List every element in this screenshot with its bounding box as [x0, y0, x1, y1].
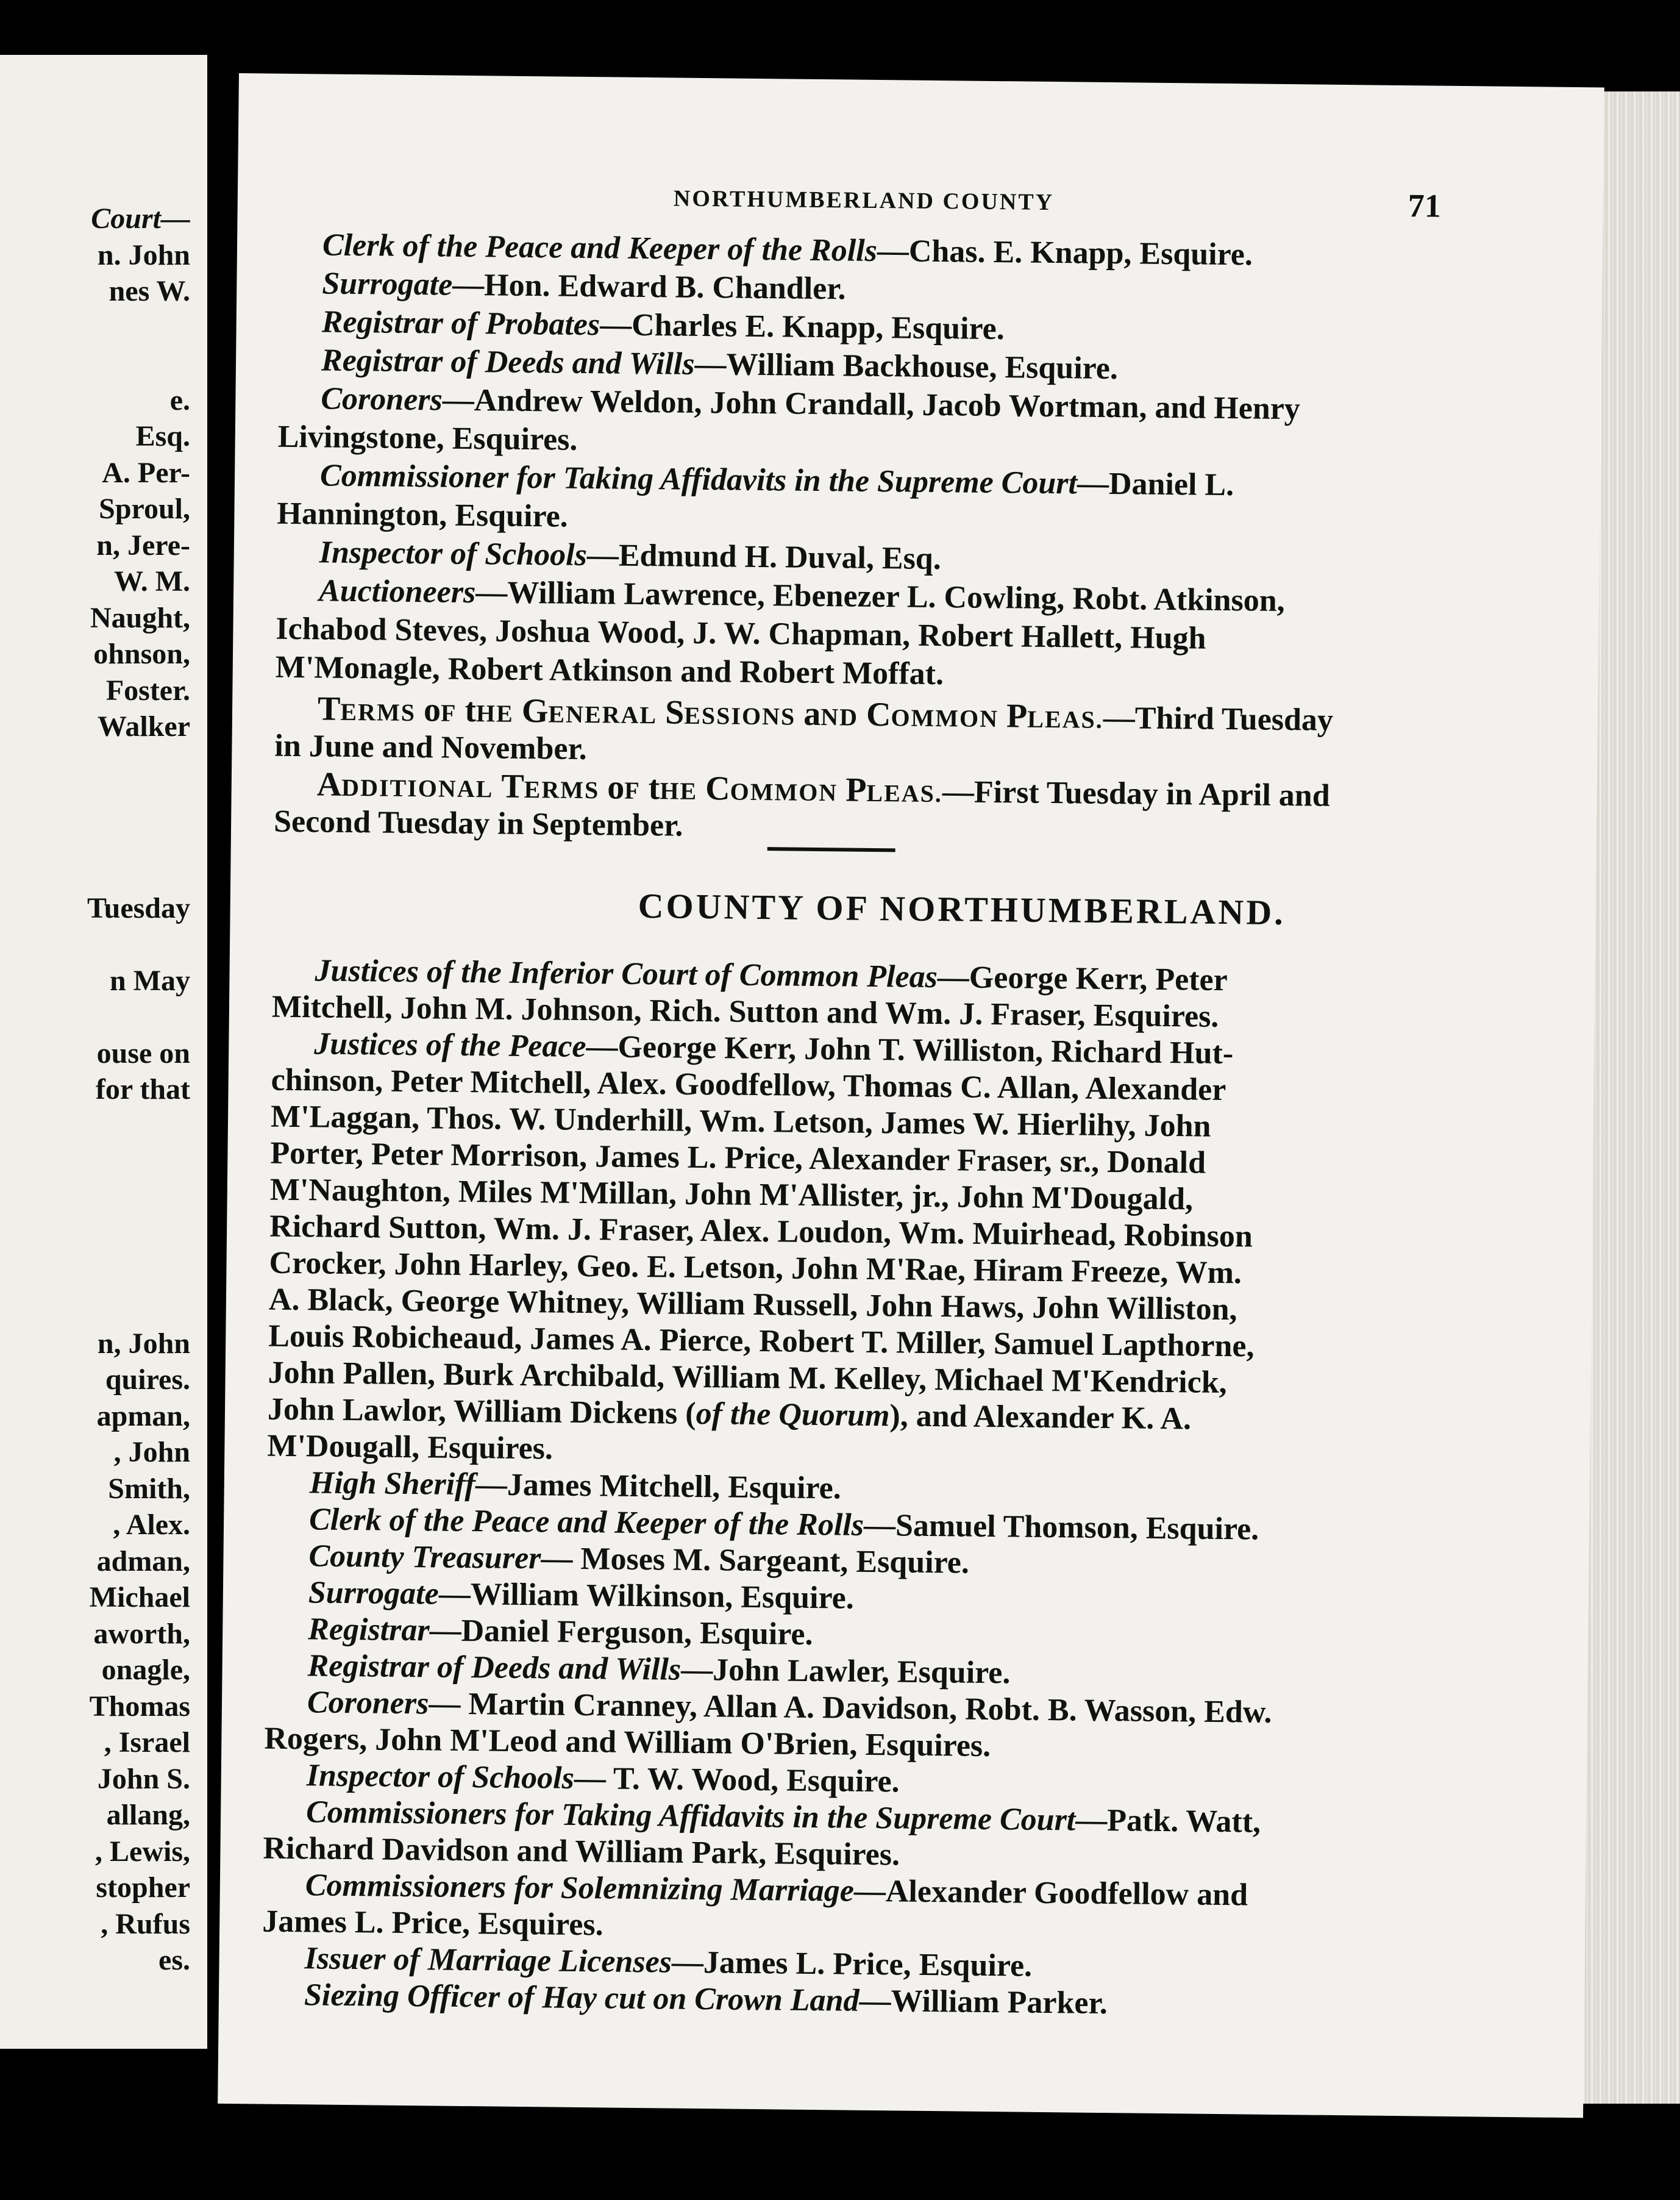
facing-page-line: aworth,	[93, 1617, 190, 1650]
facing-page-line: Thomas	[89, 1690, 190, 1723]
entry-text: —William Wilkinson, Esquire.	[438, 1576, 855, 1616]
entry-text: —Andrew Weldon, John Crandall, Jacob Wortman, and Henry	[442, 382, 1301, 427]
office-label: Coroners	[321, 381, 443, 418]
upper-line	[319, 534, 941, 578]
entry-text: Porter, Peter Morrison, James L. Price, Alexander Fraser, sr., Donald	[270, 1135, 1206, 1180]
upper-line	[277, 418, 577, 459]
facing-page-line: quires.	[105, 1363, 190, 1396]
entry-text: —Alexander Goodfellow and	[853, 1873, 1248, 1913]
page-number: 71	[1408, 187, 1442, 224]
office-label: Justices of the Peace	[314, 1026, 586, 1065]
facing-page-line: ouse on	[96, 1037, 190, 1070]
facing-page-line: Tuesday	[87, 891, 190, 924]
general-sessions-term-cont	[274, 727, 587, 768]
general-sessions-heading: TERMS oF tHE GENERAL SESSIONS aND COMMON PLEAS.	[317, 690, 1104, 735]
general-sessions-text: —Third Tuesday	[1103, 700, 1334, 738]
county-line	[267, 1427, 553, 1468]
facing-page-line: , John	[113, 1436, 190, 1468]
office-label: High Sheriff	[309, 1465, 476, 1502]
entry-text: John Pallen, Burk Archibald, William M. Kelley, Michael M'Kendrick,	[268, 1355, 1227, 1401]
entry-text: chinson, Peter Mitchell, Alex. Goodfellow, Thomas C. Allan, Alexander	[271, 1062, 1226, 1108]
entry-text: Richard Davidson and William Park, Esquires.	[263, 1830, 900, 1873]
entry-text: —James Mitchell, Esquire.	[475, 1467, 842, 1506]
facing-page-line: Naught,	[90, 601, 190, 634]
entry-text: Richard Sutton, Wm. J. Fraser, Alex. Loudon, Wm. Muirhead, Robinson	[269, 1209, 1253, 1254]
office-label: County Treasurer	[308, 1538, 541, 1576]
office-label: Registrar of Deeds and Wills	[321, 343, 695, 382]
county-line	[308, 1610, 813, 1654]
office-label: Commissioner for Taking Affidavits in the Supreme Court	[319, 458, 1078, 501]
facing-page-line: , Lewis,	[95, 1835, 190, 1868]
entry-text: —Daniel L.	[1077, 466, 1234, 503]
office-label: Clerk of the Peace and Keeper of the Rolls	[308, 1502, 864, 1543]
entry-text: Crocker, John Harley, Geo. E. Letson, John M'Rae, Hiram Freeze, Wm.	[269, 1245, 1242, 1291]
entry-text: M'Monagle, Robert Atkinson and Robert Moffat.	[275, 649, 944, 692]
entry-text: Mitchell, John M. Johnson, Rich. Sutton and Wm. J. Fraser, Esquires.	[271, 989, 1219, 1034]
entry-text: Livingstone, Esquires.	[277, 419, 578, 457]
office-label: Commissioners for Taking Affidavits in the Supreme Court	[305, 1795, 1076, 1838]
facing-page-line: n May	[110, 964, 190, 997]
facing-page-line: es.	[158, 1944, 190, 1976]
section-title: COUNTY OF NORTHUMBERLAND.	[638, 885, 1286, 933]
upper-line	[275, 649, 944, 693]
facing-page-line: A. Per-	[102, 456, 190, 489]
facing-page-line: apman,	[96, 1399, 190, 1432]
county-line	[304, 1976, 1108, 2023]
entry-text: —Daniel Ferguson, Esquire.	[429, 1613, 813, 1652]
facing-page-line: stopher	[96, 1871, 190, 1904]
entry-text: —Charles E. Knapp, Esquire.	[599, 307, 1005, 347]
additional-terms-cont	[274, 803, 683, 845]
quorum-label: of the Quorum	[696, 1396, 890, 1434]
facing-page-line: nes W.	[109, 275, 190, 307]
office-label: Inspector of Schools	[306, 1758, 575, 1796]
facing-page-line: adman,	[96, 1545, 190, 1577]
upper-line	[321, 303, 1005, 348]
entry-text: —William Lawrence, Ebenezer L. Cowling, Robt. Atkinson,	[475, 575, 1286, 619]
office-label: Clerk of the Peace and Keeper of the Rolls	[322, 227, 878, 268]
general-sessions-cont: in June and November.	[274, 728, 588, 767]
entry-text-cont: ), and Alexander K. A.	[889, 1398, 1192, 1437]
facing-page-line: Court—	[91, 202, 190, 235]
entry-text: —George Kerr, John T. Williston, Richard Hut-	[586, 1029, 1234, 1071]
entry-text: — T. W. Wood, Esquire.	[574, 1760, 900, 1799]
office-label: Surrogate	[322, 266, 453, 302]
entry-text: Ichabod Steves, Joshua Wood, J. W. Chapman, Robert Hallett, Hugh	[276, 611, 1206, 656]
office-label: Registrar of Deeds and Wills	[307, 1648, 682, 1687]
entry-text: Rogers, John M'Leod and William O'Brien, Esquires.	[264, 1721, 991, 1764]
facing-page-line: Esq.	[135, 420, 190, 452]
facing-page-line: W. M.	[114, 565, 190, 598]
facing-page-line: n, Jere-	[96, 529, 190, 562]
county-line	[262, 1903, 603, 1945]
upper-line	[277, 495, 568, 536]
facing-page-line: allang,	[106, 1799, 190, 1831]
upper-line	[322, 265, 846, 308]
facing-page-line: e.	[169, 384, 190, 416]
facing-page-fragment	[0, 55, 207, 2049]
entry-text: James L. Price, Esquires.	[262, 1904, 603, 1943]
office-label: Justices of the Inferior Court of Common Pleas	[315, 953, 938, 995]
facing-page-line: , Rufus	[101, 1907, 190, 1940]
office-label: Coroners	[307, 1685, 429, 1721]
office-label: Auctioneers	[318, 573, 476, 610]
additional-terms-cont-text: Second Tuesday in September.	[273, 804, 683, 843]
facing-page-line: Walker	[98, 710, 190, 743]
facing-page-line: n, John	[97, 1327, 190, 1360]
entry-text: — Moses M. Sargeant, Esquire.	[541, 1541, 970, 1580]
entry-text: —William Parker.	[859, 1983, 1108, 2021]
facing-page-line: ohnson,	[93, 638, 190, 670]
office-label: Issuer of Marriage Licenses	[304, 1941, 672, 1980]
entry-text: M'Laggan, Thos. W. Underhill, Wm. Letson, James W. Hierlihy, John	[270, 1099, 1211, 1144]
entry-text: —John Lawler, Esquire.	[680, 1652, 1011, 1691]
office-label: Registrar of Probates	[321, 304, 600, 343]
entry-text: —Chas. E. Knapp, Esquire.	[877, 233, 1253, 273]
entry-text: —William Backhouse, Esquire.	[694, 346, 1119, 387]
office-label: Surrogate	[308, 1575, 440, 1612]
entry-text: John Lawlor, William Dickens (	[267, 1391, 696, 1431]
facing-page-line: for that	[95, 1073, 190, 1105]
additional-terms-heading: ADDITIONAL TERMS oF tHE COMMON PLEAS.	[316, 765, 943, 809]
facing-page-line: Michael	[89, 1581, 190, 1613]
section-rule	[767, 847, 895, 852]
office-label: Siezing Officer of Hay cut on Crown Land	[304, 1977, 860, 2018]
facing-page-line: n. John	[97, 238, 190, 271]
page-71	[218, 73, 1604, 2118]
entry-text: —Hon. Edward B. Chandler.	[452, 267, 846, 307]
entry-text: — Martin Cranney, Allan A. Davidson, Robt. B. Wasson, Edw.	[429, 1686, 1272, 1730]
office-label: Inspector of Schools	[319, 535, 588, 573]
entry-text: M'Dougall, Esquires.	[267, 1428, 553, 1466]
entry-text: A. Black, George Whitney, William Russell, John Haws, John Williston,	[268, 1282, 1237, 1327]
facing-page-line: , Israel	[104, 1726, 190, 1759]
additional-terms-text: —First Tuesday in April and	[942, 774, 1330, 813]
facing-page-line: Foster.	[105, 674, 190, 707]
entry-text: —James L. Price, Esquire.	[671, 1945, 1033, 1984]
facing-page-line: onagle,	[101, 1654, 190, 1686]
entry-text: Louis Robicheaud, James A. Pierce, Robert T. Miller, Samuel Lapthorne,	[268, 1318, 1255, 1364]
entry-text: —George Kerr, Peter	[937, 960, 1228, 998]
entry-text: —Samuel Thomson, Esquire.	[863, 1507, 1259, 1547]
running-head: NORTHUMBERLAND COUNTY	[673, 185, 1055, 216]
office-label: Commissioners for Solemnizing Marriage	[305, 1868, 855, 1909]
entry-text: —Edmund H. Duval, Esq.	[586, 538, 942, 577]
facing-page-line: John S.	[97, 1762, 190, 1795]
entry-text: M'Naughton, Miles M'Millan, John M'Allister, jr., John M'Dougald,	[269, 1172, 1194, 1217]
entry-text: Hannington, Esquire.	[277, 496, 569, 534]
facing-page-line: Sproul,	[99, 493, 190, 525]
facing-page-line: Smith,	[108, 1472, 190, 1505]
facing-page-line: , Alex.	[113, 1509, 190, 1541]
office-label: Registrar	[307, 1612, 430, 1648]
entry-text: —Patk. Watt,	[1075, 1802, 1261, 1840]
